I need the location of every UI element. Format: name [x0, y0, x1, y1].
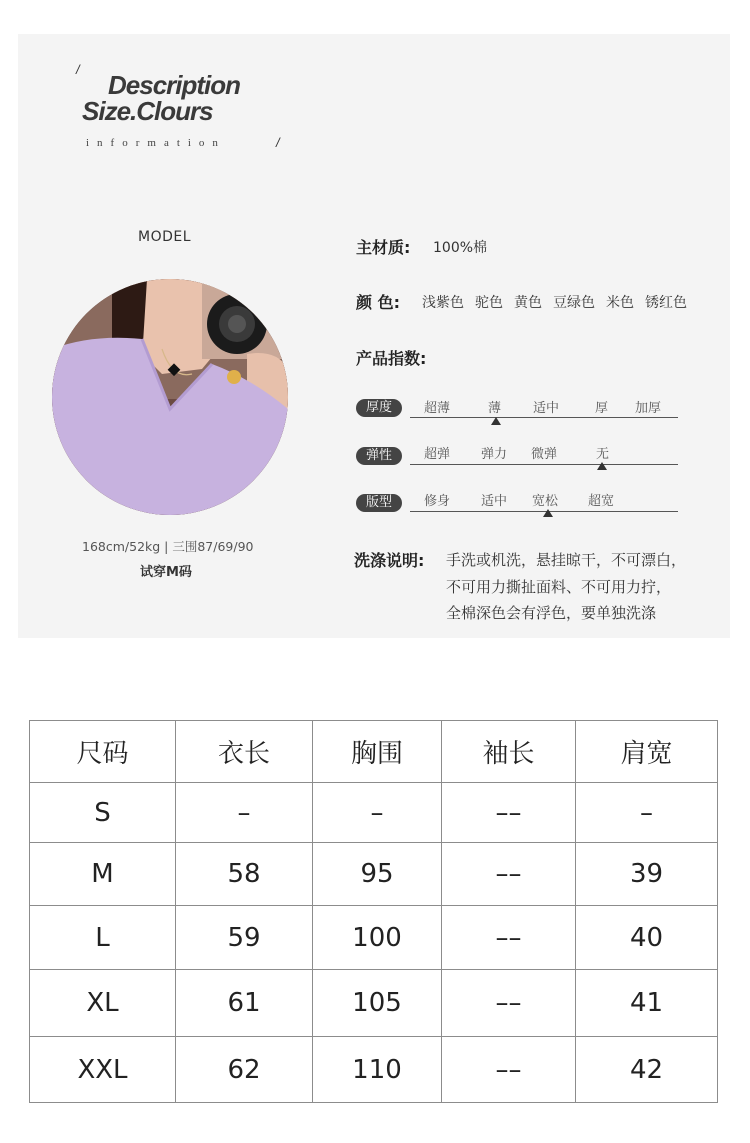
- table-cell: XL: [30, 970, 176, 1037]
- elasticity-selected-marker: [597, 462, 607, 470]
- elasticity-option: 弹力: [481, 447, 508, 462]
- table-cell: L: [30, 906, 176, 970]
- table-row: [30, 843, 718, 906]
- elasticity-tag: 弹性: [356, 447, 402, 465]
- table-cell: ––: [442, 970, 576, 1037]
- elasticity-option: 无: [596, 447, 610, 462]
- thickness-option: 厚: [595, 401, 609, 416]
- thickness-option: 加厚: [635, 401, 662, 416]
- header-information: information: [86, 137, 226, 149]
- table-header-cell: 胸围: [313, 721, 442, 783]
- table-cell: 39: [576, 843, 718, 906]
- table-cell: 61: [176, 970, 313, 1037]
- size-table: [29, 720, 718, 1103]
- table-cell: M: [30, 843, 176, 906]
- color-option: 浅紫色: [422, 295, 464, 311]
- table-cell: 95: [313, 843, 442, 906]
- color-option: 驼色: [475, 295, 503, 311]
- header-size-colours: Size.Clours: [82, 96, 213, 126]
- table-cell: ––: [442, 906, 576, 970]
- color-option: 锈红色: [645, 295, 687, 311]
- color-option: 米色: [606, 295, 634, 311]
- fit-option: 适中: [481, 494, 508, 509]
- color-label: 颜 色:: [356, 293, 400, 312]
- elasticity-option: 微弹: [531, 447, 558, 462]
- table-cell: 58: [176, 843, 313, 906]
- thickness-scale-line: [410, 417, 678, 418]
- table-cell: 40: [576, 906, 718, 970]
- thickness-tag: 厚度: [356, 399, 402, 417]
- material-label: 主材质:: [356, 238, 411, 257]
- table-header-cell: 袖长: [442, 721, 576, 783]
- table-cell: ––: [442, 843, 576, 906]
- table-cell: S: [30, 783, 176, 843]
- color-list: [422, 292, 687, 312]
- wash-label: 洗涤说明:: [354, 551, 425, 570]
- slash-top: /: [76, 62, 80, 77]
- color-option: 豆绿色: [553, 295, 595, 311]
- elasticity-option: 超弹: [424, 447, 451, 462]
- table-cell: XXL: [30, 1037, 176, 1103]
- header-description: Description: [108, 70, 241, 100]
- table-cell: 105: [313, 970, 442, 1037]
- fit-option: 修身: [424, 494, 451, 509]
- table-cell: 62: [176, 1037, 313, 1103]
- fit-selected-marker: [543, 509, 553, 517]
- indices-label: 产品指数:: [356, 349, 427, 368]
- table-header-cell: 肩宽: [576, 721, 718, 783]
- material-value: 100%棉: [433, 240, 488, 256]
- color-option: 黄色: [514, 295, 542, 311]
- table-cell: ––: [442, 783, 576, 843]
- table-cell: 100: [313, 906, 442, 970]
- model-label: MODEL: [138, 229, 192, 245]
- table-cell: –: [313, 783, 442, 843]
- slash-bottom: /: [276, 135, 280, 150]
- wash-line: 全棉深色会有浮色，要单独洗涤: [446, 604, 657, 622]
- thickness-selected-marker: [491, 417, 501, 425]
- table-row: [30, 1037, 718, 1103]
- model-trial-size: 试穿M码: [140, 565, 192, 580]
- table-row: [30, 783, 718, 843]
- wash-line: 手洗或机洗，悬挂晾干，不可漂白，: [446, 551, 687, 569]
- thickness-option: 超薄: [424, 401, 451, 416]
- table-cell: –: [176, 783, 313, 843]
- fit-option: 超宽: [588, 494, 615, 509]
- fit-tag: 版型: [356, 494, 402, 512]
- table-header-row: [30, 721, 718, 783]
- table-cell: ––: [442, 1037, 576, 1103]
- thickness-option: 适中: [533, 401, 560, 416]
- table-cell: 59: [176, 906, 313, 970]
- model-photo-illustration: [52, 279, 288, 515]
- table-row: [30, 970, 718, 1037]
- table-cell: 42: [576, 1037, 718, 1103]
- table-cell: 110: [313, 1037, 442, 1103]
- fit-option: 宽松: [532, 494, 559, 509]
- table-header-cell: 尺码: [30, 721, 176, 783]
- table-cell: 41: [576, 970, 718, 1037]
- model-photo: [52, 279, 288, 515]
- model-stats: 168cm/52kg | 三围87/69/90: [82, 539, 254, 554]
- table-cell: –: [576, 783, 718, 843]
- table-row: [30, 906, 718, 970]
- wash-line: 不可用力撕扯面料、不可用力拧，: [446, 578, 672, 596]
- table-header-cell: 衣长: [176, 721, 313, 783]
- thickness-option: 薄: [488, 401, 502, 416]
- elasticity-scale-line: [410, 464, 678, 465]
